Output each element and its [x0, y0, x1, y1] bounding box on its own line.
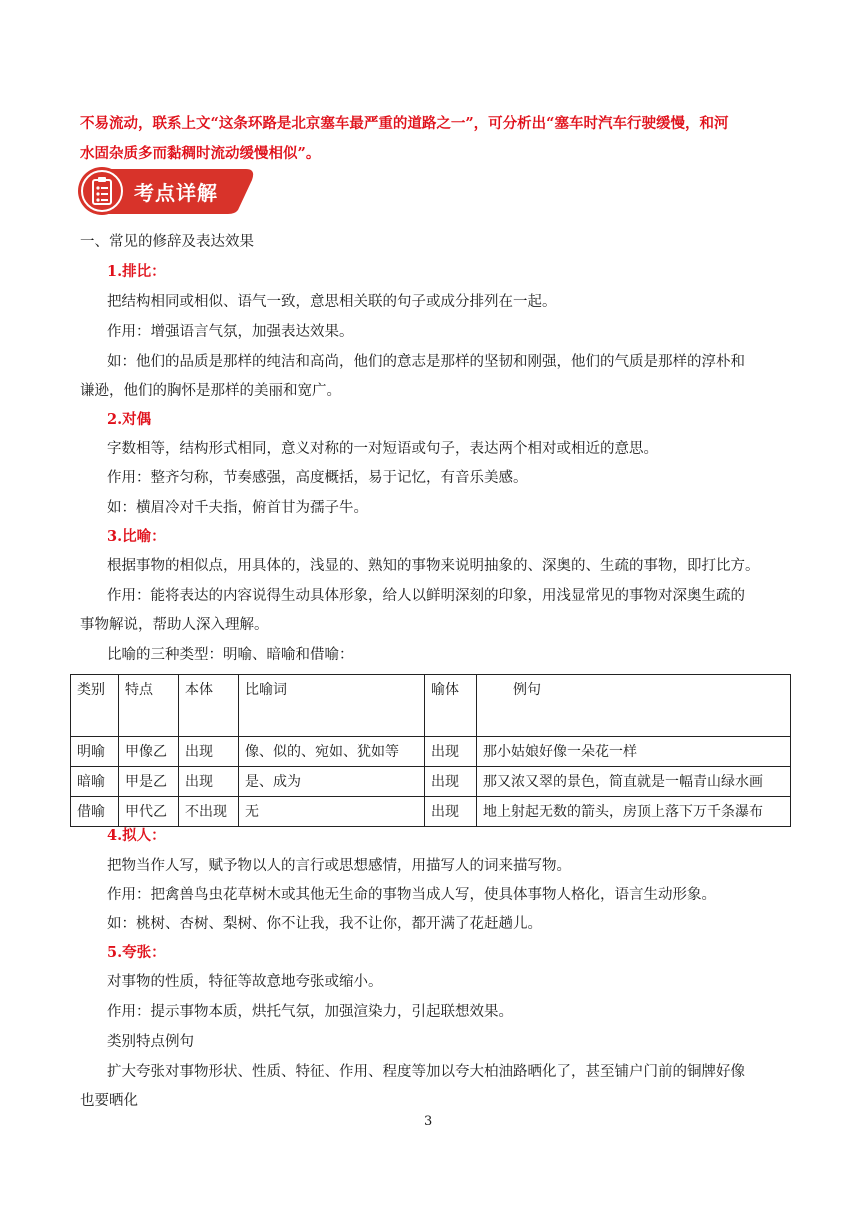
paibi-example-2: 谦逊，他们的胸怀是那样的美丽和宽广。: [80, 383, 341, 399]
page-number: 3: [424, 1114, 433, 1129]
table-row: [71, 737, 791, 767]
kuazhang-example-1: 扩大夸张对事物形状、性质、特征、作用、程度等加以夸大柏油路晒化了，甚至铺户门前的铜牌好像: [107, 1064, 745, 1080]
table-header-cell: 喻体: [425, 675, 477, 737]
table-header-row: [71, 675, 791, 737]
table-row: [71, 767, 791, 797]
table-cell: 出现: [425, 737, 477, 767]
table-cell: 甲像乙: [119, 737, 179, 767]
duiou-effect: 作用：整齐匀称，节奏感强，高度概括，易于记忆，有音乐美感。: [107, 470, 528, 486]
table-cell: 那小姑娘好像一朵花一样: [477, 737, 791, 767]
heading-niren: 4.拟人：: [107, 827, 166, 844]
table-cell: 出现: [179, 737, 239, 767]
table-cell: 出现: [425, 797, 477, 827]
table-cell: 那又浓又翠的景色，简直就是一幅青山绿水画: [477, 767, 791, 797]
paibi-example-1: 如：他们的品质是那样的纯洁和高尚，他们的意志是那样的坚韧和刚强，他们的气质是那样的淳朴和: [107, 354, 745, 370]
kuazhang-def: 对事物的性质，特征等故意地夸张或缩小。: [107, 974, 383, 990]
intro-line-1: 不易流动，联系上文“这条环路是北京塞车最严重的道路之一”，可分析出“塞车时汽车行驶缓慢，和河: [80, 115, 729, 132]
niren-def: 把物当作人写，赋予物以人的言行或思想感情，用描写人的词来描写物。: [107, 858, 571, 874]
niren-example: 如：桃树、杏树、梨树、你不让我，我不让你，都开满了花赶趟儿。: [107, 916, 542, 932]
paibi-def: 把结构相同或相似、语气一致，意思相关联的句子或成分排列在一起。: [107, 294, 557, 310]
table-cell: 甲代乙: [119, 797, 179, 827]
table-header-cell: 类别: [71, 675, 119, 737]
heading-duiou: 2.对偶: [107, 411, 152, 428]
niren-effect: 作用：把禽兽鸟虫花草树木或其他无生命的事物当成人写，使具体事物人格化，语言生动形象。: [107, 887, 716, 903]
clipboard-icon: [91, 176, 113, 206]
biyu-effect-1: 作用：能将表达的内容说得生动具体形象，给人以鲜明深刻的印象，用浅显常见的事物对深奥生疏的: [107, 588, 745, 604]
table-cell: 明喻: [71, 737, 119, 767]
table-cell: 不出现: [179, 797, 239, 827]
table-cell: 借喻: [71, 797, 119, 827]
duiou-example: 如：横眉冷对千夫指，俯首甘为孺子牛。: [107, 500, 368, 516]
duiou-def: 字数相等，结构形式相同，意义对称的一对短语或句子，表达两个相对或相近的意思。: [107, 441, 658, 457]
table-cell: 暗喻: [71, 767, 119, 797]
table-header-cell: 比喻词: [239, 675, 425, 737]
banner-title: 考点详解: [134, 181, 218, 205]
biyu-effect-2: 事物解说，帮助人深入理解。: [80, 617, 269, 633]
heading-paibi: 1.排比：: [107, 263, 166, 280]
table-cell: 是、成为: [239, 767, 425, 797]
table-header-cell: 本体: [179, 675, 239, 737]
table-row: [71, 797, 791, 827]
biyu-def: 根据事物的相似点，用具体的，浅显的、熟知的事物来说明抽象的、深奥的、生疏的事物，即打比方。: [107, 558, 760, 574]
intro-line-2: 水固杂质多而黏稠时流动缓慢相似”。: [80, 145, 321, 162]
heading-kuazhang: 5.夸张：: [107, 944, 166, 961]
paibi-effect: 作用：增强语言气氛，加强表达效果。: [107, 324, 354, 340]
kuazhang-cols: 类别特点例句: [107, 1034, 194, 1050]
table-cell: 像、似的、宛如、犹如等: [239, 737, 425, 767]
metaphor-table: [70, 674, 791, 827]
table-cell: 无: [239, 797, 425, 827]
section-title: 一、常见的修辞及表达效果: [80, 234, 254, 250]
table-header-cell: 例句: [477, 675, 791, 737]
heading-biyu: 3.比喻：: [107, 528, 166, 545]
table-header-cell: 特点: [119, 675, 179, 737]
kuazhang-example-2: 也要晒化: [80, 1093, 138, 1109]
biyu-types: 比喻的三种类型：明喻、暗喻和借喻：: [107, 647, 354, 663]
table-cell: 甲是乙: [119, 767, 179, 797]
kuazhang-effect: 作用：提示事物本质，烘托气氛，加强渲染力，引起联想效果。: [107, 1004, 513, 1020]
table-cell: 地上射起无数的箭头，房顶上落下万千条瀑布: [477, 797, 791, 827]
table-cell: 出现: [179, 767, 239, 797]
table-cell: 出现: [425, 767, 477, 797]
